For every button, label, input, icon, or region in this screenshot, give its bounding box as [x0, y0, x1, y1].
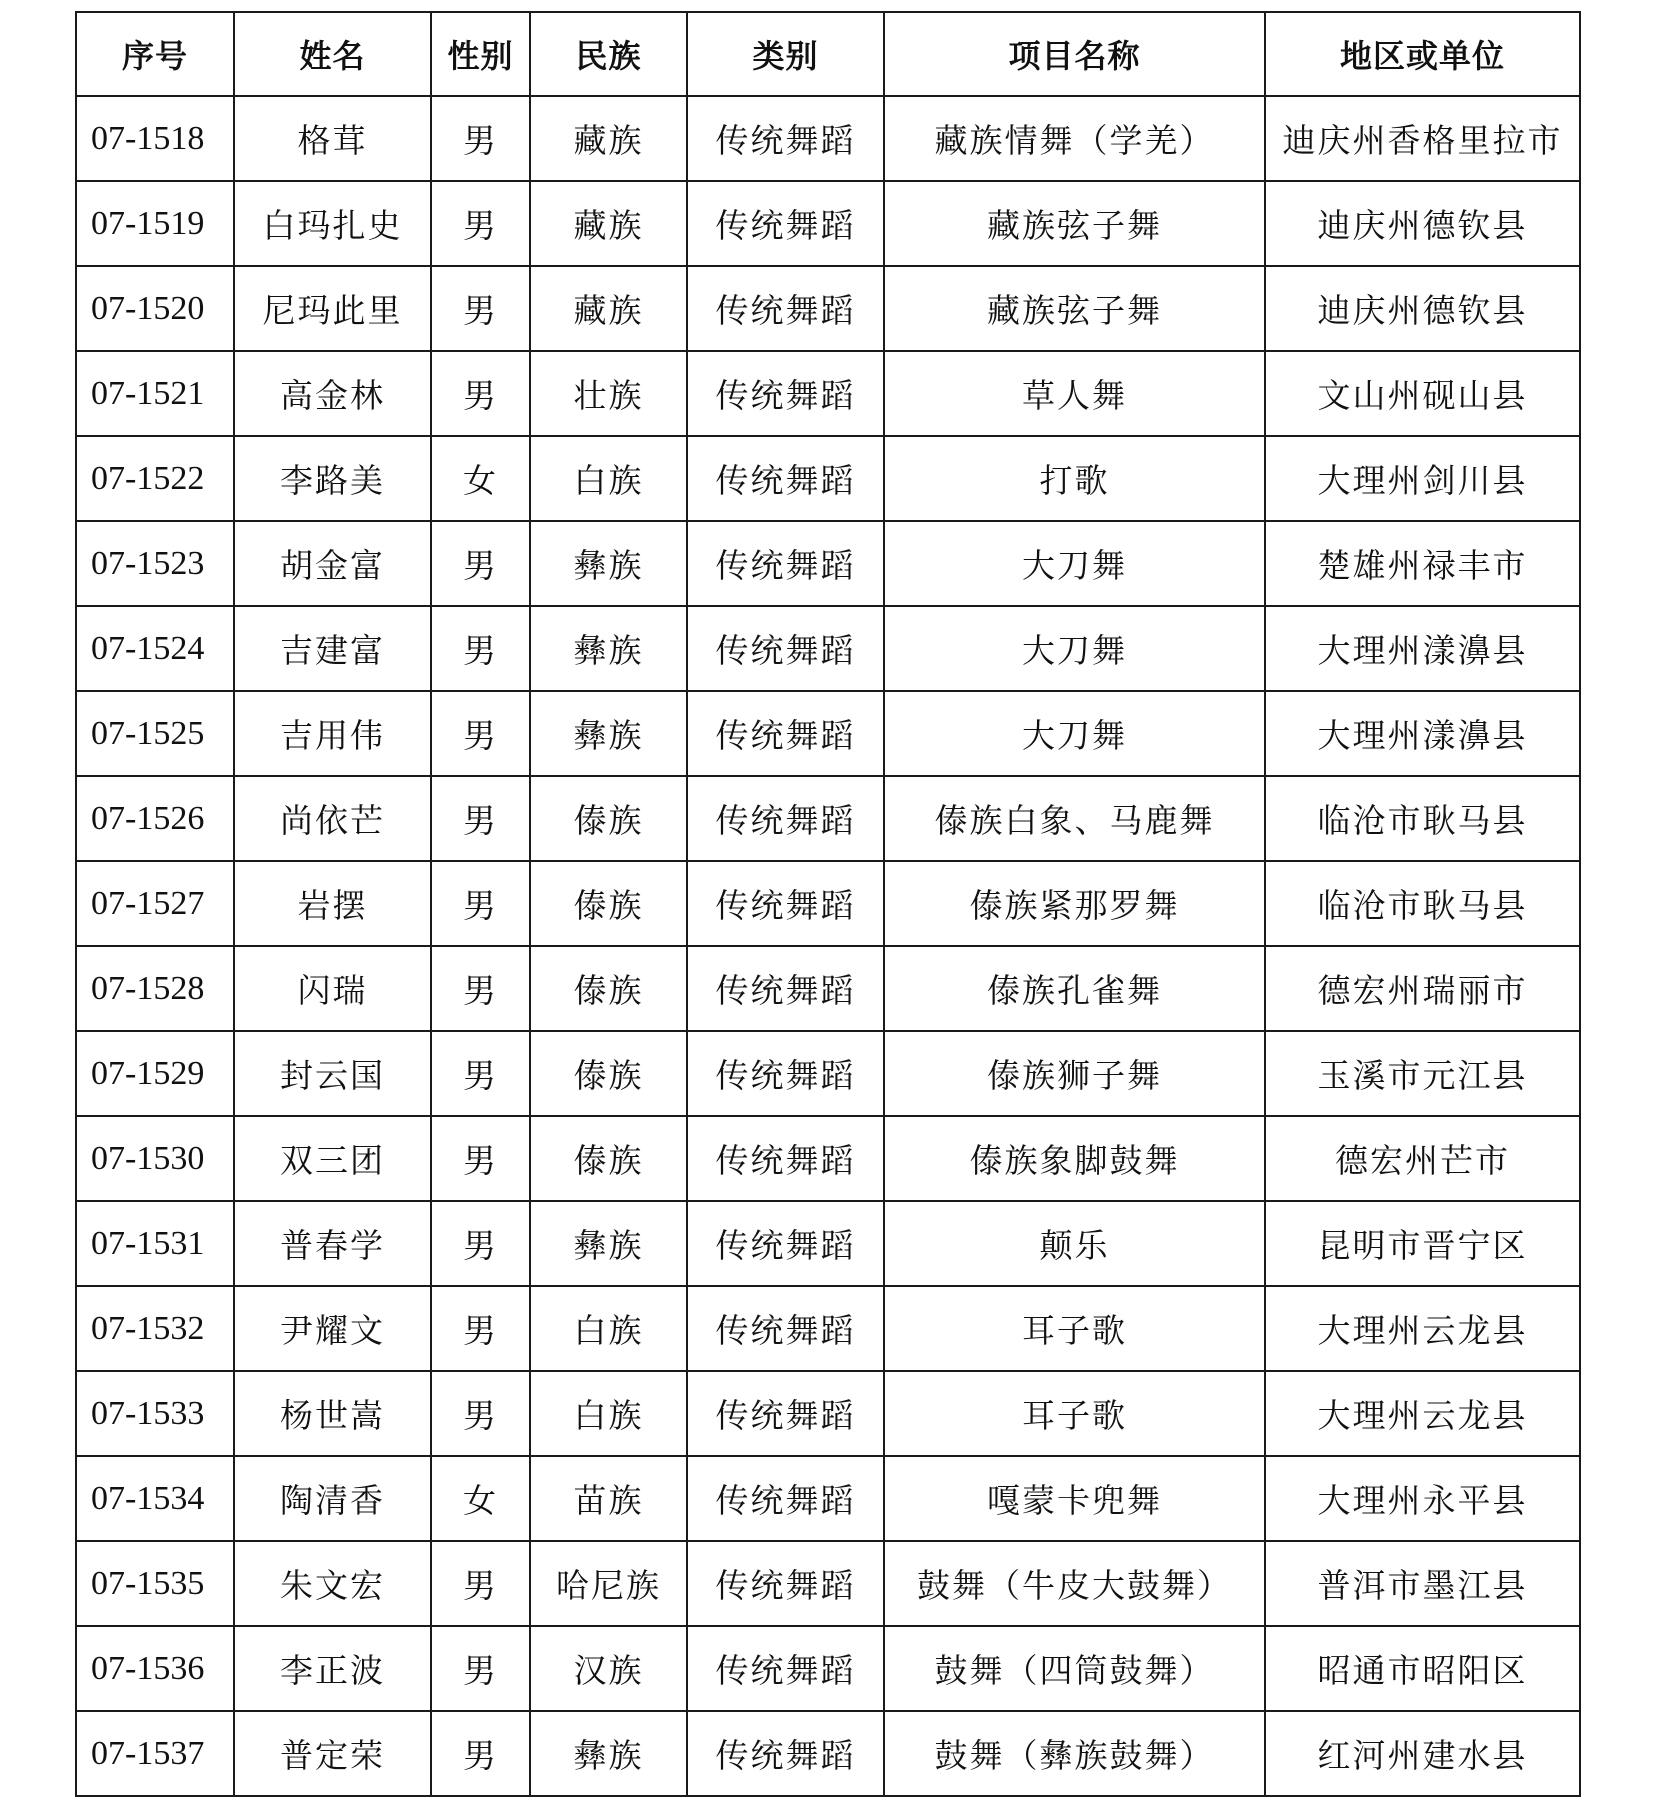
cell-gender: 男	[431, 521, 530, 606]
cell-ethnicity: 藏族	[530, 96, 687, 181]
cell-ethnicity: 藏族	[530, 266, 687, 351]
table-row	[76, 861, 1580, 946]
cell-gender: 男	[431, 946, 530, 1031]
table-body	[76, 96, 1580, 1796]
cell-project-name: 傣族白象、马鹿舞	[884, 776, 1265, 861]
cell-ethnicity: 藏族	[530, 181, 687, 266]
table-row	[76, 1626, 1580, 1711]
cell-category: 传统舞蹈	[687, 1286, 884, 1371]
cell-region: 大理州漾濞县	[1265, 691, 1580, 776]
header-region: 地区或单位	[1265, 12, 1580, 96]
cell-category: 传统舞蹈	[687, 436, 884, 521]
cell-seq: 07-1532	[76, 1286, 234, 1371]
cell-gender: 男	[431, 96, 530, 181]
cell-seq: 07-1534	[76, 1456, 234, 1541]
cell-category: 传统舞蹈	[687, 691, 884, 776]
cell-category: 传统舞蹈	[687, 351, 884, 436]
cell-project-name: 大刀舞	[884, 691, 1265, 776]
cell-project-name: 草人舞	[884, 351, 1265, 436]
cell-gender: 男	[431, 266, 530, 351]
cell-name: 陶清香	[234, 1456, 431, 1541]
cell-name: 普春学	[234, 1201, 431, 1286]
cell-name: 尚依芒	[234, 776, 431, 861]
cell-seq: 07-1518	[76, 96, 234, 181]
cell-gender: 男	[431, 1626, 530, 1711]
header-ethnicity: 民族	[530, 12, 687, 96]
table-row	[76, 1711, 1580, 1796]
cell-project-name: 藏族弦子舞	[884, 266, 1265, 351]
cell-region: 德宏州瑞丽市	[1265, 946, 1580, 1031]
cell-project-name: 鼓舞（彝族鼓舞）	[884, 1711, 1265, 1796]
cell-name: 吉建富	[234, 606, 431, 691]
cell-name: 尼玛此里	[234, 266, 431, 351]
cell-project-name: 耳子歌	[884, 1286, 1265, 1371]
cell-category: 传统舞蹈	[687, 181, 884, 266]
cell-ethnicity: 傣族	[530, 1116, 687, 1201]
cell-seq: 07-1526	[76, 776, 234, 861]
table-row	[76, 1456, 1580, 1541]
cell-region: 大理州永平县	[1265, 1456, 1580, 1541]
cell-region: 大理州云龙县	[1265, 1371, 1580, 1456]
cell-region: 迪庆州德钦县	[1265, 266, 1580, 351]
cell-region: 昆明市晋宁区	[1265, 1201, 1580, 1286]
table-row	[76, 1541, 1580, 1626]
cell-ethnicity: 汉族	[530, 1626, 687, 1711]
cell-name: 格茸	[234, 96, 431, 181]
table-row	[76, 1286, 1580, 1371]
cell-seq: 07-1527	[76, 861, 234, 946]
cell-seq: 07-1536	[76, 1626, 234, 1711]
cell-project-name: 大刀舞	[884, 606, 1265, 691]
cell-category: 传统舞蹈	[687, 1201, 884, 1286]
cell-project-name: 颠乐	[884, 1201, 1265, 1286]
table-header	[76, 12, 1580, 96]
cell-gender: 男	[431, 861, 530, 946]
inheritor-table	[75, 11, 1581, 1797]
cell-gender: 男	[431, 1286, 530, 1371]
cell-ethnicity: 白族	[530, 1286, 687, 1371]
cell-seq: 07-1525	[76, 691, 234, 776]
cell-region: 迪庆州德钦县	[1265, 181, 1580, 266]
cell-region: 大理州云龙县	[1265, 1286, 1580, 1371]
cell-category: 传统舞蹈	[687, 1456, 884, 1541]
cell-name: 李路美	[234, 436, 431, 521]
cell-ethnicity: 彝族	[530, 521, 687, 606]
cell-ethnicity: 彝族	[530, 1711, 687, 1796]
cell-seq: 07-1533	[76, 1371, 234, 1456]
cell-ethnicity: 彝族	[530, 691, 687, 776]
table-row	[76, 776, 1580, 861]
cell-project-name: 大刀舞	[884, 521, 1265, 606]
cell-region: 迪庆州香格里拉市	[1265, 96, 1580, 181]
cell-project-name: 傣族孔雀舞	[884, 946, 1265, 1031]
cell-gender: 男	[431, 691, 530, 776]
cell-project-name: 傣族狮子舞	[884, 1031, 1265, 1116]
cell-name: 李正波	[234, 1626, 431, 1711]
cell-seq: 07-1529	[76, 1031, 234, 1116]
cell-gender: 男	[431, 181, 530, 266]
cell-category: 传统舞蹈	[687, 521, 884, 606]
inheritor-table-container	[75, 11, 1579, 1797]
cell-project-name: 藏族弦子舞	[884, 181, 1265, 266]
cell-ethnicity: 彝族	[530, 606, 687, 691]
cell-category: 传统舞蹈	[687, 1116, 884, 1201]
cell-name: 封云国	[234, 1031, 431, 1116]
cell-name: 白玛扎史	[234, 181, 431, 266]
cell-region: 楚雄州禄丰市	[1265, 521, 1580, 606]
cell-gender: 男	[431, 1711, 530, 1796]
cell-gender: 男	[431, 1031, 530, 1116]
cell-ethnicity: 傣族	[530, 776, 687, 861]
table-row	[76, 351, 1580, 436]
header-seq: 序号	[76, 12, 234, 96]
cell-seq: 07-1523	[76, 521, 234, 606]
table-row	[76, 1371, 1580, 1456]
cell-ethnicity: 彝族	[530, 1201, 687, 1286]
cell-project-name: 傣族象脚鼓舞	[884, 1116, 1265, 1201]
cell-region: 昭通市昭阳区	[1265, 1626, 1580, 1711]
cell-seq: 07-1535	[76, 1541, 234, 1626]
cell-gender: 男	[431, 606, 530, 691]
cell-seq: 07-1524	[76, 606, 234, 691]
cell-name: 高金林	[234, 351, 431, 436]
cell-gender: 女	[431, 436, 530, 521]
cell-region: 大理州剑川县	[1265, 436, 1580, 521]
table-row	[76, 181, 1580, 266]
cell-category: 传统舞蹈	[687, 946, 884, 1031]
table-row	[76, 436, 1580, 521]
table-row	[76, 606, 1580, 691]
cell-name: 闪瑞	[234, 946, 431, 1031]
cell-category: 传统舞蹈	[687, 1371, 884, 1456]
cell-category: 传统舞蹈	[687, 1626, 884, 1711]
cell-category: 传统舞蹈	[687, 1541, 884, 1626]
cell-region: 玉溪市元江县	[1265, 1031, 1580, 1116]
cell-project-name: 打歌	[884, 436, 1265, 521]
cell-name: 杨世嵩	[234, 1371, 431, 1456]
table-row	[76, 691, 1580, 776]
cell-seq: 07-1530	[76, 1116, 234, 1201]
cell-ethnicity: 白族	[530, 436, 687, 521]
cell-seq: 07-1537	[76, 1711, 234, 1796]
table-row	[76, 521, 1580, 606]
cell-category: 传统舞蹈	[687, 861, 884, 946]
header-row	[76, 12, 1580, 96]
cell-project-name: 鼓舞（牛皮大鼓舞）	[884, 1541, 1265, 1626]
cell-region: 红河州建水县	[1265, 1711, 1580, 1796]
header-project-name: 项目名称	[884, 12, 1265, 96]
table-row	[76, 1116, 1580, 1201]
cell-name: 吉用伟	[234, 691, 431, 776]
cell-region: 临沧市耿马县	[1265, 861, 1580, 946]
cell-name: 胡金富	[234, 521, 431, 606]
cell-gender: 男	[431, 776, 530, 861]
table-row	[76, 96, 1580, 181]
header-category: 类别	[687, 12, 884, 96]
cell-ethnicity: 哈尼族	[530, 1541, 687, 1626]
table-row	[76, 266, 1580, 351]
table-row	[76, 1031, 1580, 1116]
cell-gender: 女	[431, 1456, 530, 1541]
cell-project-name: 耳子歌	[884, 1371, 1265, 1456]
cell-name: 双三团	[234, 1116, 431, 1201]
cell-category: 传统舞蹈	[687, 776, 884, 861]
cell-gender: 男	[431, 351, 530, 436]
cell-gender: 男	[431, 1116, 530, 1201]
cell-gender: 男	[431, 1371, 530, 1456]
cell-project-name: 嘎蒙卡兜舞	[884, 1456, 1265, 1541]
cell-name: 岩摆	[234, 861, 431, 946]
cell-seq: 07-1520	[76, 266, 234, 351]
cell-ethnicity: 傣族	[530, 946, 687, 1031]
table-row	[76, 1201, 1580, 1286]
cell-seq: 07-1519	[76, 181, 234, 266]
cell-project-name: 傣族紧那罗舞	[884, 861, 1265, 946]
cell-category: 传统舞蹈	[687, 1031, 884, 1116]
cell-ethnicity: 傣族	[530, 861, 687, 946]
cell-region: 大理州漾濞县	[1265, 606, 1580, 691]
cell-category: 传统舞蹈	[687, 606, 884, 691]
table-row	[76, 946, 1580, 1031]
header-gender: 性别	[431, 12, 530, 96]
cell-category: 传统舞蹈	[687, 96, 884, 181]
cell-name: 普定荣	[234, 1711, 431, 1796]
cell-ethnicity: 傣族	[530, 1031, 687, 1116]
cell-region: 德宏州芒市	[1265, 1116, 1580, 1201]
cell-ethnicity: 白族	[530, 1371, 687, 1456]
cell-region: 普洱市墨江县	[1265, 1541, 1580, 1626]
cell-region: 文山州砚山县	[1265, 351, 1580, 436]
cell-name: 尹耀文	[234, 1286, 431, 1371]
cell-ethnicity: 苗族	[530, 1456, 687, 1541]
cell-seq: 07-1522	[76, 436, 234, 521]
cell-project-name: 鼓舞（四筒鼓舞）	[884, 1626, 1265, 1711]
cell-project-name: 藏族情舞（学羌）	[884, 96, 1265, 181]
cell-category: 传统舞蹈	[687, 1711, 884, 1796]
cell-category: 传统舞蹈	[687, 266, 884, 351]
cell-region: 临沧市耿马县	[1265, 776, 1580, 861]
cell-seq: 07-1531	[76, 1201, 234, 1286]
header-name: 姓名	[234, 12, 431, 96]
cell-seq: 07-1528	[76, 946, 234, 1031]
cell-name: 朱文宏	[234, 1541, 431, 1626]
cell-ethnicity: 壮族	[530, 351, 687, 436]
cell-seq: 07-1521	[76, 351, 234, 436]
cell-gender: 男	[431, 1201, 530, 1286]
cell-gender: 男	[431, 1541, 530, 1626]
